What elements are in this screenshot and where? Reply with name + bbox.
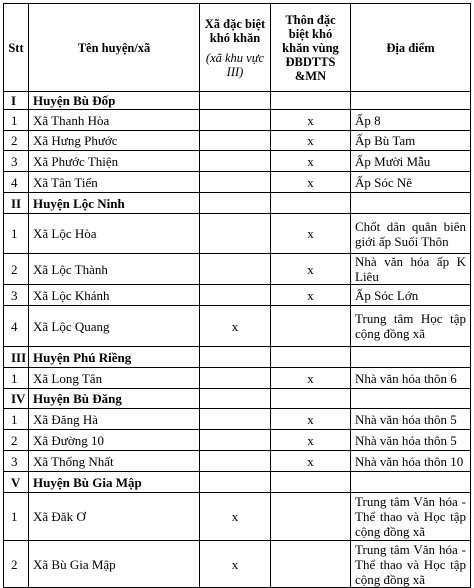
row-name: Xã Bù Gia Mập <box>29 541 200 588</box>
row-stt: 1 <box>4 110 29 131</box>
row-kv3-mark <box>200 472 271 493</box>
row-thon-mark: x <box>271 430 351 451</box>
table-group-row <box>4 193 471 214</box>
row-stt: 1 <box>4 493 29 541</box>
row-thon-mark: x <box>271 172 351 193</box>
row-kv3-mark <box>200 430 271 451</box>
row-kv3-mark <box>200 110 271 131</box>
row-thon-mark <box>271 389 351 409</box>
row-thon-mark: x <box>271 254 351 285</box>
table-row <box>4 254 471 285</box>
row-kv3-mark <box>200 92 271 110</box>
table-row <box>4 151 471 172</box>
row-location: Nhà văn hóa ấp K Liêu <box>351 254 471 285</box>
row-stt: 2 <box>4 254 29 285</box>
row-name: Xã Lộc Hòa <box>29 214 200 254</box>
row-kv3-mark <box>200 214 271 254</box>
row-location: Ấp Sóc Nê <box>351 172 471 193</box>
row-thon-mark: x <box>271 285 351 306</box>
row-location: Nhà văn hóa thôn 6 <box>351 368 471 389</box>
row-stt: 3 <box>4 151 29 172</box>
row-location: Ấp Sóc Lớn <box>351 285 471 306</box>
row-kv3-mark: x <box>200 541 271 588</box>
row-kv3-mark <box>200 131 271 151</box>
row-name: Xã Long Tân <box>29 368 200 389</box>
row-name: Xã Phước Thiện <box>29 151 200 172</box>
header-stt: Stt <box>4 4 29 92</box>
row-name: Xã Lộc Quang <box>29 306 200 347</box>
row-kv3-mark: x <box>200 306 271 347</box>
row-name: Huyện Phú Riềng <box>29 347 200 368</box>
row-stt: V <box>4 472 29 493</box>
row-thon-mark <box>271 347 351 368</box>
row-name: Xã Lộc Thành <box>29 254 200 285</box>
row-name: Xã Thanh Hòa <box>29 110 200 131</box>
table-row <box>4 409 471 430</box>
row-stt: 2 <box>4 131 29 151</box>
table-row <box>4 541 471 588</box>
row-kv3-mark <box>200 151 271 172</box>
row-location <box>351 347 471 368</box>
table-row <box>4 285 471 306</box>
row-name: Xã Đăk Ơ <box>29 493 200 541</box>
row-location: Trung tâm Văn hóa - Thể thao và Học tập cộng đồng xã <box>351 493 471 541</box>
table-row <box>4 451 471 472</box>
row-stt: III <box>4 347 29 368</box>
table-group-row <box>4 472 471 493</box>
row-name: Xã Thống Nhất <box>29 451 200 472</box>
row-stt: 1 <box>4 214 29 254</box>
row-name: Xã Tân Tiến <box>29 172 200 193</box>
row-stt: I <box>4 92 29 110</box>
row-stt: 2 <box>4 430 29 451</box>
row-kv3-mark <box>200 389 271 409</box>
table-row <box>4 172 471 193</box>
row-stt: 4 <box>4 306 29 347</box>
row-name: Huyện Bù Gia Mập <box>29 472 200 493</box>
row-stt: 1 <box>4 368 29 389</box>
header-row <box>4 4 471 92</box>
table-row <box>4 493 471 541</box>
row-stt: 3 <box>4 285 29 306</box>
row-thon-mark: x <box>271 409 351 430</box>
row-name: Xã Lộc Khánh <box>29 285 200 306</box>
header-kv3-sub: (xã khu vực III) <box>205 50 265 79</box>
row-name: Xã Đăng Hà <box>29 409 200 430</box>
row-kv3-mark <box>200 285 271 306</box>
district-commune-table <box>3 3 471 588</box>
row-stt: 4 <box>4 172 29 193</box>
header-kv3-label: Xã đặc biệt khó khăn <box>204 16 266 45</box>
row-kv3-mark: x <box>200 493 271 541</box>
table-row <box>4 131 471 151</box>
table-row <box>4 368 471 389</box>
row-location: Ấp Bù Tam <box>351 131 471 151</box>
row-thon-mark: x <box>271 151 351 172</box>
row-stt: IV <box>4 389 29 409</box>
header-location: Địa điểm <box>351 4 471 92</box>
table-group-row <box>4 92 471 110</box>
row-name: Xã Đường 10 <box>29 430 200 451</box>
row-kv3-mark <box>200 193 271 214</box>
row-thon-mark <box>271 541 351 588</box>
row-kv3-mark <box>200 254 271 285</box>
table-row <box>4 110 471 131</box>
row-thon-mark <box>271 493 351 541</box>
row-stt: II <box>4 193 29 214</box>
row-location: Nhà văn hóa thôn 5 <box>351 430 471 451</box>
table-row <box>4 214 471 254</box>
row-thon-mark: x <box>271 131 351 151</box>
row-thon-mark: x <box>271 110 351 131</box>
row-location: Trung tâm Học tập cộng đồng xã <box>351 306 471 347</box>
row-name: Xã Hưng Phước <box>29 131 200 151</box>
row-kv3-mark <box>200 172 271 193</box>
row-thon-mark <box>271 306 351 347</box>
row-kv3-mark <box>200 451 271 472</box>
row-kv3-mark <box>200 347 271 368</box>
row-location <box>351 472 471 493</box>
row-location <box>351 389 471 409</box>
row-location: Ấp 8 <box>351 110 471 131</box>
row-kv3-mark <box>200 409 271 430</box>
row-name: Huyện Lộc Ninh <box>29 193 200 214</box>
row-location: Trung tâm Văn hóa - Thể thao và Học tập cộng đồng xã <box>351 541 471 588</box>
table-body <box>4 92 471 588</box>
row-thon-mark: x <box>271 368 351 389</box>
table-group-row <box>4 347 471 368</box>
table-row <box>4 430 471 451</box>
table-group-row <box>4 389 471 409</box>
header-thon: Thôn đặc biệt khó khăn vùng ĐBDTTS &MN <box>271 4 351 92</box>
row-stt: 2 <box>4 541 29 588</box>
row-thon-mark <box>271 472 351 493</box>
header-kv3 <box>200 4 271 92</box>
row-location: Nhà văn hóa thôn 10 <box>351 451 471 472</box>
row-stt: 1 <box>4 409 29 430</box>
row-location: Nhà văn hóa thôn 5 <box>351 409 471 430</box>
row-name: Huyện Bù Đăng <box>29 389 200 409</box>
row-thon-mark <box>271 92 351 110</box>
row-name: Huyện Bù Đốp <box>29 92 200 110</box>
table-row <box>4 306 471 347</box>
row-thon-mark <box>271 193 351 214</box>
row-stt: 3 <box>4 451 29 472</box>
row-location <box>351 92 471 110</box>
row-location: Ấp Mười Mẫu <box>351 151 471 172</box>
row-thon-mark: x <box>271 451 351 472</box>
header-name: Tên huyện/xã <box>29 4 200 92</box>
row-location <box>351 193 471 214</box>
district-commune-table-container <box>3 3 471 588</box>
row-thon-mark: x <box>271 214 351 254</box>
row-location: Chốt dân quân biên giới ấp Suối Thôn <box>351 214 471 254</box>
row-kv3-mark <box>200 368 271 389</box>
